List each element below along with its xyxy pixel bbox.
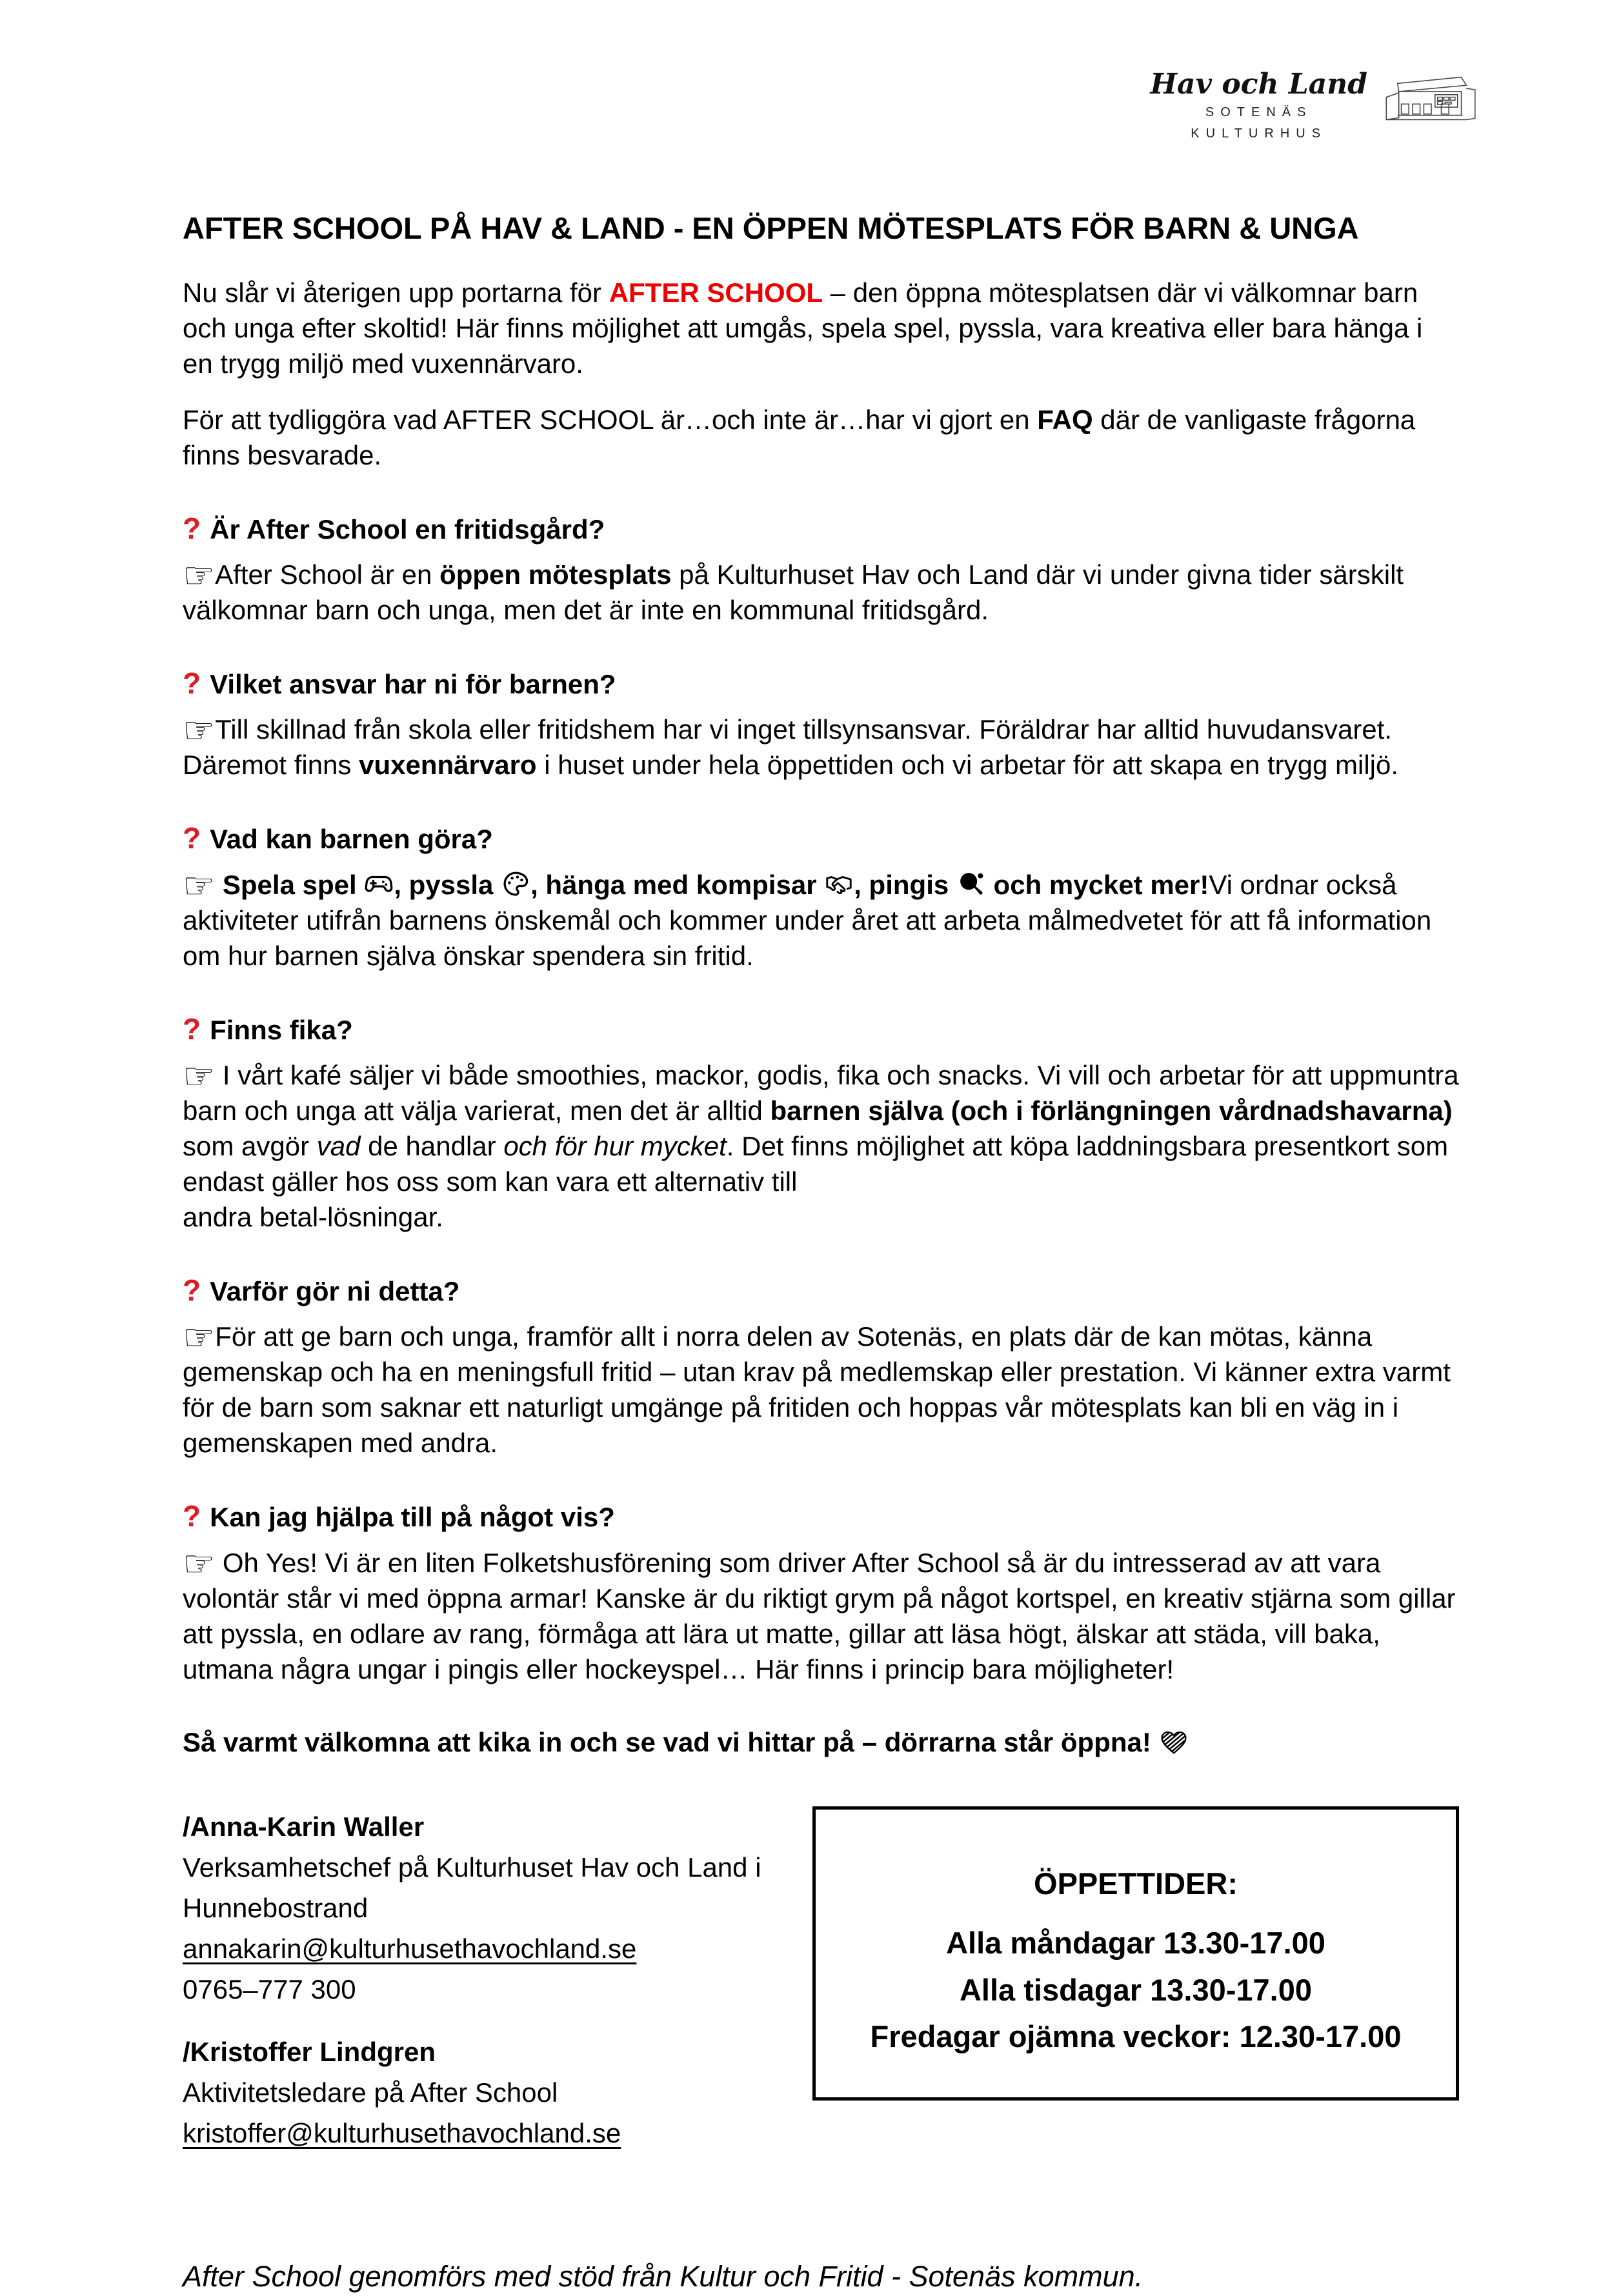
faq-question: [183, 1271, 1459, 1310]
text-segment: i huset under hela öppettiden och vi arbetar för att skapa en trygg miljö.: [536, 750, 1399, 781]
contact-role: Aktivitetsledare på After School: [183, 2077, 558, 2108]
text-segment: Nu slår vi återigen upp portarna för: [183, 277, 609, 308]
faq-answer: [183, 1542, 1459, 1687]
contact-kristoffer: [183, 2031, 789, 2153]
closing-line: [183, 1724, 1459, 1760]
striped-heart-icon: [1159, 1727, 1189, 1757]
faq-section-3: [183, 819, 1459, 973]
page-title: AFTER SCHOOL PÅ HAV & LAND - EN ÖPPEN MÖTESPLATS FÖR BARN & UNGA: [183, 211, 1359, 245]
question-mark-icon: ?: [183, 511, 201, 545]
text-segment: , pyssla: [394, 869, 501, 900]
logo-text: [1150, 70, 1367, 143]
bottom-area: [183, 1806, 1459, 2153]
text-segment: – den öppna mötesplatsen där vi välkomnar barn och unga efter skoltid! Här finns möjlighet att umgås, spela spel, pyssla, vara kreativa eller bara hänga i en trygg miljö med vuxennärvaro.: [183, 277, 1423, 379]
text-segment: Vi ordnar också aktiviteter utifrån barnens önskemål och kommer under året att arbeta målmedvetet för att få information om hur barnen själva önskar spendera sin fritid.: [183, 869, 1432, 971]
question-mark-icon: ?: [183, 666, 201, 701]
question-mark-icon: ?: [183, 1273, 201, 1308]
email-link-kristoffer[interactable]: kristoffer@kulturhusethavochland.se: [183, 2117, 621, 2148]
text-segment: FAQ: [1037, 404, 1093, 435]
opening-hours-box: [812, 1806, 1459, 2101]
faq-question-text: Är After School en fritidsgård?: [210, 514, 605, 544]
faq-answer: [183, 1057, 1459, 1235]
text-segment: de handlar: [360, 1130, 504, 1161]
email-link-annakarin[interactable]: annakarin@kulturhusethavochland.se: [183, 1933, 637, 1964]
faq-section-4: [183, 1010, 1459, 1235]
faq-question: [183, 819, 1459, 857]
text-segment: Spela spel: [215, 869, 365, 900]
pointing-right-icon: ☞: [183, 1055, 216, 1096]
faq-question-text: Vilket ansvar har ni för barnen?: [210, 669, 616, 700]
faq-question-text: Varför gör ni detta?: [210, 1276, 460, 1307]
faq-section-6: [183, 1497, 1459, 1686]
text-segment: , hänga med kompisar: [530, 869, 825, 900]
ping-pong-icon: [956, 870, 986, 900]
pointing-right-icon: ☞: [183, 864, 216, 906]
pointing-right-icon: ☞: [183, 710, 216, 751]
text-segment: och för hur mycket: [503, 1130, 727, 1161]
faq-answer: [183, 557, 1459, 628]
contact-name: /Kristoffer Lindgren: [183, 2036, 436, 2067]
faq-answer: [183, 864, 1459, 973]
handshake-icon: [824, 870, 854, 900]
contacts-block: [183, 1806, 789, 2153]
text-segment: vad: [316, 1130, 361, 1161]
text-segment: AFTER SCHOOL: [609, 277, 823, 308]
text-segment: på Kulturhuset Hav och Land där vi under givna tider särskilt välkomnar barn och unga, men det är inte en kommunal fritidsgård.: [183, 559, 1404, 626]
question-mark-icon: ?: [183, 1012, 201, 1046]
text-segment: barnen själva (och i förlängningen vårdnadshavarna): [770, 1095, 1453, 1126]
faq-question: [183, 509, 1459, 548]
pointing-right-icon: ☞: [183, 1317, 216, 1358]
logo-subtitle-line1: SOTENÄS: [1205, 105, 1313, 120]
opening-hours-tuesday: Alla tisdagar 13.30-17.00: [959, 1972, 1313, 2007]
contact-anna-karin: [183, 1806, 789, 2010]
text-segment: I vårt kafé säljer vi både smoothies, mackor, godis, fika och snacks. Vi vill och arbetar för att uppmuntra barn och unga att välja varierat, men det är alltid: [183, 1059, 1459, 1126]
faq-question: [183, 1010, 1459, 1048]
question-mark-icon: ?: [183, 821, 201, 855]
text-segment: , pingis: [854, 869, 956, 900]
game-controller-icon: [364, 870, 394, 900]
intro-paragraph-1: [183, 275, 1459, 381]
text-segment: Så varmt välkomna att kika in och se vad vi hittar på – dörrarna står öppna!: [183, 1726, 1159, 1757]
footer-note: After School genomförs med stöd från Kultur och Fritid - Sotenäs kommun.: [183, 2259, 1143, 2293]
text-segment: För att ge barn och unga, framför allt i norra delen av Sotenäs, en plats där de kan mötas, känna gemenskap och ha en meningsfull fritid – utan krav på medlemskap eller prestation. Vi känner extra varmt för de barn som saknar ett naturligt umgänge på fritiden och hoppas vår mötesplats kan bli en väg in i gemenskapen med andra.: [183, 1321, 1451, 1459]
opening-hours-monday: Alla måndagar 13.30-17.00: [946, 1926, 1325, 1961]
intro-paragraph-2: [183, 402, 1459, 473]
question-mark-icon: ?: [183, 1499, 201, 1533]
text-segment: After School är en: [215, 559, 440, 590]
faq-section-5: [183, 1271, 1459, 1461]
text-segment: För att tydliggöra vad AFTER SCHOOL är…och inte är…har vi gjort en: [183, 404, 1038, 435]
logo-wordmark: Hav och Land: [1150, 68, 1367, 101]
faq-question: [183, 664, 1459, 703]
opening-hours-friday: Fredagar ojämna veckor: 12.30-17.00: [870, 2019, 1402, 2053]
pointing-right-icon: ☞: [183, 555, 216, 596]
text-segment: . Det finns möjlighet att köpa laddningsbara presentkort som endast gäller hos oss som kan vara ett alternativ till: [183, 1130, 1449, 1197]
faq-question-text: Kan jag hjälpa till på något vis?: [210, 1502, 615, 1533]
pointing-right-icon: ☞: [183, 1542, 216, 1584]
phone-number: 0765–777 300: [183, 1973, 356, 2004]
text-segment: andra betal-lösningar.: [183, 1202, 443, 1232]
contact-role: Verksamhetschef på Kulturhuset Hav och Land i Hunnebostrand: [183, 1852, 761, 1923]
building-sketch-icon: [1378, 70, 1486, 137]
text-segment: Till skillnad från skola eller fritidshem har vi inget tillsynsansvar. Föräldrar har alltid huvudansvaret. Däremot finns: [183, 714, 1393, 781]
faq-answer: [183, 712, 1459, 783]
faq-question: [183, 1497, 1459, 1535]
text-segment: vuxennärvaro: [359, 750, 537, 781]
faq-answer: [183, 1319, 1459, 1461]
text-segment: öppen mötesplats: [439, 559, 672, 590]
logo-subtitle-line2: KULTURHUS: [1191, 126, 1327, 141]
contact-name: /Anna-Karin Waller: [183, 1811, 425, 1842]
text-segment: där de vanligaste frågorna finns besvarade.: [183, 404, 1416, 470]
artist-palette-icon: [501, 870, 530, 900]
faq-section-2: [183, 664, 1459, 783]
text-segment: som avgör: [183, 1130, 317, 1161]
logo: [1150, 70, 1486, 143]
faq-question-text: Finns fika?: [210, 1014, 353, 1045]
faq-question-text: Vad kan barnen göra?: [210, 824, 493, 855]
faq-section-1: [183, 509, 1459, 628]
text-segment: Oh Yes! Vi är en liten Folketshusförening som driver After School så är du intresserad av att vara volontär står vi med öppna armar! Kanske är du riktigt grym på något kortspel, en kreativ stjärna som gillar att pyssla, en odlare av rang, förmåga att lära ut matte, gillar att läsa högt, älskar att städa, vill baka, utmana några ungar i pingis eller hockeyspel… Här finns i princip bara möjligheter!: [183, 1547, 1456, 1684]
text-segment: och mycket mer!: [985, 869, 1209, 900]
opening-hours-title: ÖPPETTIDER:: [1034, 1866, 1238, 1901]
